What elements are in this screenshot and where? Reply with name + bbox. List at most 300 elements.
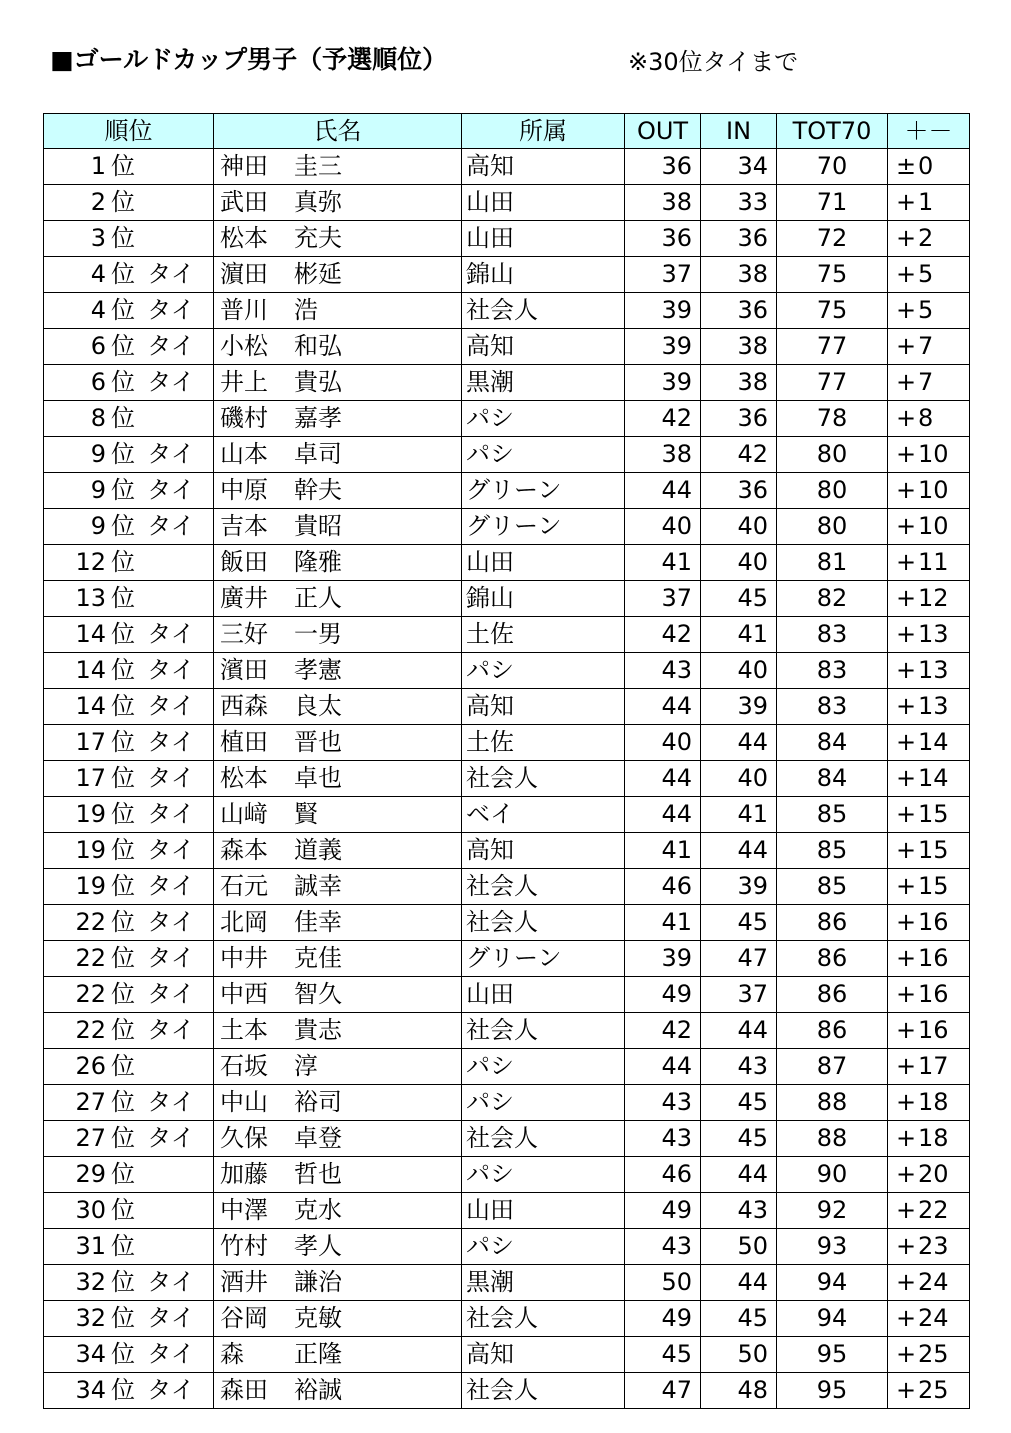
diff-value: 14 [918,728,949,756]
rank-cell [44,833,214,869]
given-name: 克佳 [294,944,342,972]
total-score: 86 [777,1013,888,1049]
rank-number: 19 [75,872,106,900]
rank-suffix: 位 [111,404,135,432]
table-row [44,1229,970,1265]
total-score: 90 [777,1157,888,1193]
rank-suffix: 位 [111,656,135,684]
results-table [43,113,970,1409]
total-score: 77 [777,365,888,401]
total-score: 84 [777,725,888,761]
affiliation-cell: 山田 [462,221,625,257]
name-cell [214,509,462,545]
rank-cell [44,149,214,185]
diff-value: 8 [918,404,934,432]
tie-label: タイ [147,620,195,648]
rank-cell [44,1301,214,1337]
name-cell [214,221,462,257]
table-row [44,545,970,581]
tie-label: タイ [147,440,195,468]
in-score: 42 [701,437,777,473]
diff-cell [888,869,970,905]
given-name: 孝人 [294,1232,342,1260]
diff-sign: + [896,476,917,504]
table-row [44,941,970,977]
diff-value: 23 [918,1232,949,1260]
table-row [44,833,970,869]
family-name: 武田 [220,188,268,216]
table-row [44,905,970,941]
family-name: 三好 [220,620,268,648]
rank-cell [44,761,214,797]
total-score: 82 [777,581,888,617]
in-score: 36 [701,221,777,257]
total-score: 83 [777,617,888,653]
total-score: 70 [777,149,888,185]
in-score: 36 [701,293,777,329]
name-cell [214,653,462,689]
diff-value: 13 [918,656,949,684]
table-row [44,797,970,833]
in-score: 33 [701,185,777,221]
affiliation-cell: 山田 [462,545,625,581]
in-score: 36 [701,473,777,509]
affiliation-cell: 高知 [462,833,625,869]
table-row [44,1301,970,1337]
diff-sign: ± [896,152,917,180]
table-row [44,221,970,257]
total-score: 75 [777,293,888,329]
rank-number: 1 [90,152,106,180]
table-row [44,1193,970,1229]
diff-cell [888,1121,970,1157]
diff-sign: + [896,224,917,252]
given-name: 幹夫 [294,476,342,504]
out-score: 42 [625,1013,701,1049]
out-score: 46 [625,869,701,905]
total-score: 71 [777,185,888,221]
in-score: 40 [701,509,777,545]
in-score: 40 [701,761,777,797]
rank-number: 19 [75,800,106,828]
rank-number: 19 [75,836,106,864]
affiliation-cell: 社会人 [462,293,625,329]
given-name: 一男 [294,620,342,648]
name-cell [214,1373,462,1409]
affiliation-cell: パシ [462,1229,625,1265]
diff-cell [888,977,970,1013]
rank-cell [44,797,214,833]
diff-cell [888,1337,970,1373]
out-score: 47 [625,1373,701,1409]
family-name: 北岡 [220,908,268,936]
out-score: 40 [625,725,701,761]
given-name: 和弘 [294,332,342,360]
given-name: 誠幸 [294,872,342,900]
table-row [44,977,970,1013]
diff-value: 7 [918,368,934,396]
rank-number: 34 [75,1340,106,1368]
given-name: 謙治 [294,1268,342,1296]
diff-sign: + [896,332,917,360]
diff-sign: + [896,1232,917,1260]
family-name: 山﨑 [220,800,268,828]
name-cell [214,257,462,293]
tie-label: タイ [147,728,195,756]
given-name: 真弥 [294,188,342,216]
family-name: 中原 [220,476,268,504]
tie-label: タイ [147,1088,195,1116]
diff-value: 25 [918,1340,949,1368]
diff-value: 10 [918,476,949,504]
rank-suffix: 位 [111,152,135,180]
rank-number: 29 [75,1160,106,1188]
rank-suffix: 位 [111,1016,135,1044]
table-row [44,1121,970,1157]
out-score: 36 [625,149,701,185]
family-name: 濱田 [220,656,268,684]
total-score: 85 [777,869,888,905]
out-score: 45 [625,1337,701,1373]
rank-number: 8 [90,404,106,432]
given-name: 晋也 [294,728,342,756]
rank-suffix: 位 [111,188,135,216]
given-name: 賢 [294,800,318,828]
diff-cell [888,905,970,941]
in-score: 38 [701,365,777,401]
rank-suffix: 位 [111,440,135,468]
rank-suffix: 位 [111,332,135,360]
diff-sign: + [896,764,917,792]
in-score: 45 [701,1301,777,1337]
diff-cell [888,149,970,185]
rank-suffix: 位 [111,476,135,504]
tie-label: タイ [147,1016,195,1044]
tie-label: タイ [147,476,195,504]
diff-value: 15 [918,836,949,864]
rank-cell [44,869,214,905]
in-score: 50 [701,1229,777,1265]
tie-label: タイ [147,908,195,936]
rank-suffix: 位 [111,620,135,648]
rank-cell [44,941,214,977]
affiliation-cell: 山田 [462,977,625,1013]
table-row [44,401,970,437]
diff-sign: + [896,1268,917,1296]
affiliation-cell: 土佐 [462,617,625,653]
diff-sign: + [896,548,917,576]
diff-cell [888,293,970,329]
in-score: 39 [701,869,777,905]
in-score: 44 [701,1013,777,1049]
total-score: 85 [777,797,888,833]
out-score: 43 [625,1121,701,1157]
rank-number: 13 [75,584,106,612]
diff-value: 17 [918,1052,949,1080]
rank-suffix: 位 [111,224,135,252]
tie-label: タイ [147,332,195,360]
diff-value: 10 [918,512,949,540]
name-cell [214,473,462,509]
diff-value: 15 [918,800,949,828]
out-score: 39 [625,329,701,365]
diff-cell [888,185,970,221]
given-name: 裕誠 [294,1376,342,1404]
diff-value: 24 [918,1304,949,1332]
in-score: 45 [701,581,777,617]
family-name: 中西 [220,980,268,1008]
name-cell [214,833,462,869]
rank-cell [44,509,214,545]
affiliation-cell: 錦山 [462,581,625,617]
rank-cell [44,473,214,509]
in-score: 44 [701,833,777,869]
family-name: 植田 [220,728,268,756]
affiliation-cell: 山田 [462,185,625,221]
out-score: 43 [625,1085,701,1121]
out-score: 40 [625,509,701,545]
in-score: 38 [701,329,777,365]
diff-sign: + [896,872,917,900]
name-cell [214,329,462,365]
given-name: 卓登 [294,1124,342,1152]
table-row [44,761,970,797]
in-score: 44 [701,725,777,761]
family-name: 久保 [220,1124,268,1152]
diff-sign: + [896,1124,917,1152]
diff-cell [888,1013,970,1049]
family-name: 石坂 [220,1052,268,1080]
affiliation-cell: パシ [462,1085,625,1121]
given-name: 道義 [294,836,342,864]
in-score: 45 [701,905,777,941]
rank-cell [44,329,214,365]
diff-sign: + [896,440,917,468]
rank-number: 22 [75,908,106,936]
diff-cell [888,797,970,833]
rank-suffix: 位 [111,1124,135,1152]
out-score: 49 [625,977,701,1013]
out-score: 44 [625,689,701,725]
rank-number: 27 [75,1124,106,1152]
diff-sign: + [896,800,917,828]
rank-suffix: 位 [111,836,135,864]
rank-number: 34 [75,1376,106,1404]
total-score: 94 [777,1301,888,1337]
out-score: 43 [625,653,701,689]
diff-sign: + [896,1304,917,1332]
diff-value: 0 [918,152,934,180]
diff-cell [888,365,970,401]
out-score: 41 [625,833,701,869]
affiliation-cell: パシ [462,1157,625,1193]
table-row [44,1373,970,1409]
rank-cell [44,185,214,221]
given-name: 孝憲 [294,656,342,684]
rank-number: 32 [75,1268,106,1296]
given-name: 淳 [294,1052,318,1080]
header-name: 氏名 [214,114,462,149]
diff-value: 25 [918,1376,949,1404]
diff-cell [888,833,970,869]
diff-value: 5 [918,296,934,324]
in-score: 37 [701,977,777,1013]
rank-suffix: 位 [111,692,135,720]
given-name: 佳幸 [294,908,342,936]
rank-cell [44,689,214,725]
name-cell [214,185,462,221]
name-cell [214,1265,462,1301]
affiliation-cell: 社会人 [462,1121,625,1157]
tie-label: タイ [147,980,195,1008]
diff-value: 20 [918,1160,949,1188]
out-score: 39 [625,293,701,329]
rank-suffix: 位 [111,944,135,972]
given-name: 智久 [294,980,342,1008]
rank-cell [44,293,214,329]
rank-cell [44,221,214,257]
rank-suffix: 位 [111,1340,135,1368]
total-score: 88 [777,1121,888,1157]
diff-value: 18 [918,1088,949,1116]
out-score: 49 [625,1301,701,1337]
out-score: 46 [625,1157,701,1193]
out-score: 44 [625,797,701,833]
diff-value: 13 [918,620,949,648]
table-row [44,869,970,905]
diff-value: 10 [918,440,949,468]
family-name: 濵田 [220,260,268,288]
total-score: 80 [777,473,888,509]
out-score: 43 [625,1229,701,1265]
rank-number: 17 [75,728,106,756]
rank-suffix: 位 [111,260,135,288]
rank-number: 9 [90,440,106,468]
diff-value: 1 [918,188,934,216]
family-name: 土本 [220,1016,268,1044]
rank-number: 22 [75,980,106,1008]
family-name: 松本 [220,224,268,252]
family-name: 普川 [220,296,268,324]
diff-value: 11 [918,548,949,576]
rank-number: 31 [75,1232,106,1260]
total-score: 92 [777,1193,888,1229]
affiliation-cell: パシ [462,401,625,437]
given-name: 裕司 [294,1088,342,1116]
rank-suffix: 位 [111,1304,135,1332]
affiliation-cell: 錦山 [462,257,625,293]
given-name: 卓司 [294,440,342,468]
out-score: 42 [625,617,701,653]
affiliation-cell: 黒潮 [462,1265,625,1301]
family-name: 松本 [220,764,268,792]
diff-sign: + [896,1016,917,1044]
rank-suffix: 位 [111,980,135,1008]
family-name: 森本 [220,836,268,864]
rank-number: 2 [90,188,106,216]
diff-cell [888,653,970,689]
name-cell [214,1085,462,1121]
diff-cell [888,545,970,581]
affiliation-cell: グリーン [462,941,625,977]
diff-cell [888,1373,970,1409]
tie-label: タイ [147,944,195,972]
total-score: 94 [777,1265,888,1301]
affiliation-cell: 高知 [462,329,625,365]
table-row [44,365,970,401]
out-score: 42 [625,401,701,437]
name-cell [214,1229,462,1265]
given-name: 正隆 [294,1340,342,1368]
affiliation-cell: ベイ [462,797,625,833]
rank-cell [44,1157,214,1193]
page-title: ■ゴールドカップ男子（予選順位） [50,45,448,74]
diff-sign: + [896,620,917,648]
rank-suffix: 位 [111,548,135,576]
rank-number: 3 [90,224,106,252]
table-row [44,1337,970,1373]
table-row [44,293,970,329]
tie-label: タイ [147,692,195,720]
out-score: 39 [625,941,701,977]
total-score: 80 [777,437,888,473]
table-row [44,617,970,653]
rank-suffix: 位 [111,728,135,756]
rank-suffix: 位 [111,584,135,612]
rank-number: 6 [90,368,106,396]
family-name: 吉本 [220,512,268,540]
family-name: 中山 [220,1088,268,1116]
rank-cell [44,257,214,293]
rank-cell [44,1013,214,1049]
in-score: 36 [701,401,777,437]
rank-cell [44,581,214,617]
family-name: 飯田 [220,548,268,576]
affiliation-cell: 社会人 [462,1013,625,1049]
total-score: 75 [777,257,888,293]
given-name: 貴志 [294,1016,342,1044]
table-row [44,1085,970,1121]
in-score: 48 [701,1373,777,1409]
given-name: 卓也 [294,764,342,792]
diff-sign: + [896,1340,917,1368]
rank-number: 22 [75,1016,106,1044]
rank-number: 12 [75,548,106,576]
rank-suffix: 位 [111,872,135,900]
given-name: 哲也 [294,1160,342,1188]
diff-cell [888,1157,970,1193]
family-name: 小松 [220,332,268,360]
diff-value: 5 [918,260,934,288]
total-score: 77 [777,329,888,365]
in-score: 45 [701,1121,777,1157]
tie-label: タイ [147,836,195,864]
rank-cell [44,977,214,1013]
family-name: 森田 [220,1376,268,1404]
name-cell [214,977,462,1013]
in-score: 41 [701,617,777,653]
family-name: 中澤 [220,1196,268,1224]
name-cell [214,437,462,473]
tie-label: タイ [147,260,195,288]
rank-cell [44,1085,214,1121]
out-score: 44 [625,761,701,797]
cutoff-note: ※30位タイまで [628,48,799,76]
family-name: 中井 [220,944,268,972]
rank-suffix: 位 [111,296,135,324]
given-name: 正人 [294,584,342,612]
diff-cell [888,1049,970,1085]
